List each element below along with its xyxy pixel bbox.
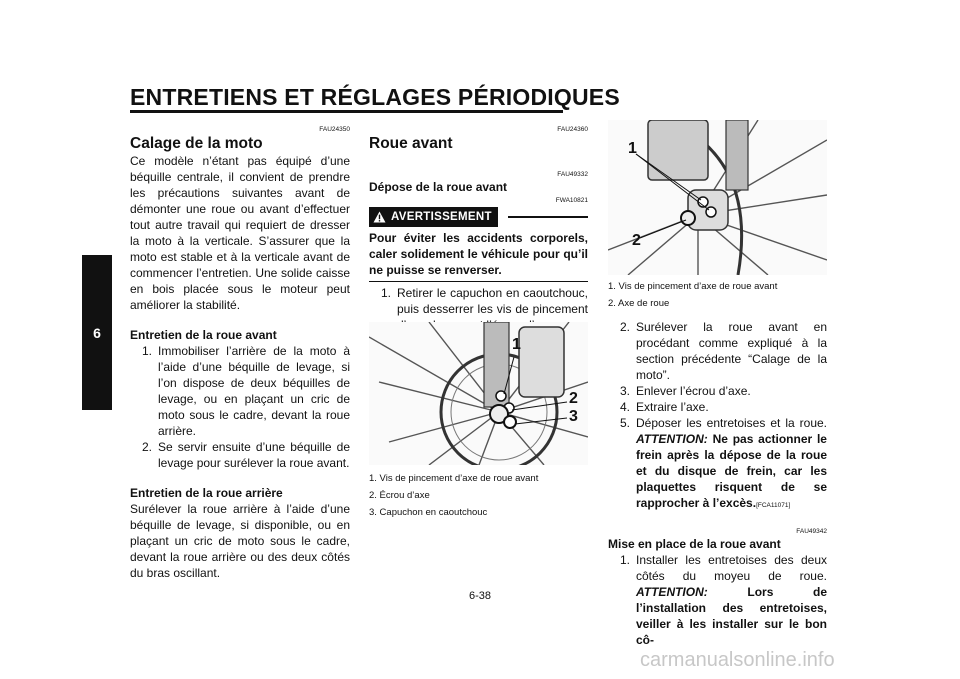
caption-line: 1. Vis de pincement d’axe de roue avant: [369, 473, 539, 484]
caption-line: 2. Écrou d’axe: [369, 490, 430, 501]
step-number: 2.: [142, 440, 153, 454]
front-wheel-photo-1: [369, 322, 588, 465]
figure-label-3: 3: [569, 408, 578, 425]
step-text: Installer les entretoises des deux côtés du moyeu de roue.: [636, 553, 827, 583]
subsection-heading: Dépose de la roue avant: [369, 180, 508, 194]
rear-maintenance-heading: Entretien de la roue arrière: [130, 486, 283, 500]
list-item: [620, 383, 827, 399]
warning-label-box: [369, 207, 498, 227]
attention-text: Ne pas actionner le frein après la dépose de la roue et du disque de frein, car les plaquettes risquent de se rapprocher à l’excès.: [636, 432, 827, 510]
list-item: [620, 415, 827, 514]
step-number: 2.: [620, 320, 631, 334]
list-item: [142, 439, 350, 471]
warning-banner-rule: [508, 216, 588, 218]
step-number: 1.: [620, 553, 631, 567]
caption-line: 3. Capuchon en caoutchouc: [369, 507, 488, 518]
caution-code: [FCA11071]: [756, 502, 791, 509]
step-number: 1.: [142, 344, 153, 358]
step-text: Immobiliser l’arrière de la moto à l’aide d’une béquille de levage, si l’on dispose de deux béquilles de levage, ou en plaçant un cric de moto sous le cadre, devant la roue arrière.: [158, 344, 350, 438]
step-text-group: [636, 552, 827, 648]
front-steps: [130, 343, 350, 471]
step-text: Surélever la roue avant en procédant comme expliqué à la section précédente “Calage de la moto”.: [636, 320, 827, 382]
warning-code: FWA10821: [555, 197, 588, 204]
wheel-illustration-1: [369, 322, 588, 465]
mounting-heading: Mise en place de la roue avant: [608, 537, 781, 551]
page-number: 6-38: [468, 590, 492, 602]
front-maintenance-heading: Entretien de la roue avant: [130, 328, 277, 342]
figure-captions-1: [369, 472, 588, 520]
warning-triangle-icon: [373, 211, 386, 223]
warning-text: Pour éviter les accidents corporels, caler solidement le véhicule pour qu’il ne puisse se renverser.: [369, 231, 588, 277]
step-number: 5.: [620, 416, 631, 430]
attention-text: Lors de l’installation des entretoises, veiller à les installer sur le bon cô-: [636, 585, 827, 647]
watermark: carmanualsonline.info: [640, 649, 835, 671]
section-title: Roue avant: [369, 135, 453, 152]
left-column: [130, 126, 350, 581]
attention-label: ATTENTION:: [636, 432, 708, 446]
figure-captions-2: [608, 280, 827, 311]
list-item: [620, 552, 827, 648]
step-text: Extraire l’axe.: [636, 400, 709, 414]
section-title: Calage de la moto: [130, 135, 263, 152]
intro-paragraph: Ce modèle n’étant pas équipé d’une béquille centrale, il convient de prendre les précautions suivantes avant de démonter une roue ou avant d’effectuer tout autre travail qui requiert de dresser la moto à la verticale. S’assurer que la moto est stable et à la verticale avant de commencer l’entretien. Une solide caisse en bois placée sous le moteur peut améliorer la stabilité.: [130, 154, 350, 312]
wheel-illustration-2: [608, 120, 827, 275]
right-column: [608, 280, 827, 648]
step-number: 3.: [620, 384, 631, 398]
figure-label-1: 1: [512, 336, 521, 353]
removal-steps-continued: [608, 319, 827, 514]
list-item: [620, 399, 827, 415]
step-text: Déposer les entretoises et la roue.: [636, 416, 827, 430]
step-text: Retirer le capuchon en caoutchouc, puis desserrer les vis de pincement: [397, 286, 588, 316]
warning-label: AVERTISSEMENT: [391, 211, 492, 223]
chapter-tab-number: 6: [93, 325, 101, 341]
step-text: Se servir ensuite d’une béquille de levage pour surélever la roue avant.: [158, 440, 350, 470]
rear-paragraph: Surélever la roue arrière à l’aide d’une béquille de levage, si disponible, ou en plaçant un cric de moto sous le cadre, devant la roue arrière ou des deux côtés du bras oscillant.: [130, 502, 350, 580]
step-text-group: [636, 415, 827, 514]
middle-column: [369, 126, 588, 333]
warning-end-rule: [369, 281, 588, 282]
mounting-steps: [608, 552, 827, 648]
caption-line: 1. Vis de pincement d’axe de roue avant: [608, 281, 778, 292]
figure-label-2: 2: [632, 232, 641, 249]
step-number: 1.: [381, 286, 392, 300]
page-header-title: ENTRETIENS ET RÉGLAGES PÉRIODIQUES: [130, 84, 620, 110]
figure-label-2: 2: [569, 390, 578, 407]
caption-line: 2. Axe de roue: [608, 298, 670, 309]
subsection-code: FAU49342: [796, 528, 827, 535]
attention-label: ATTENTION:: [636, 585, 708, 599]
step-text: Enlever l’écrou d’axe.: [636, 384, 751, 398]
header-rule: [130, 110, 563, 113]
warning-banner: [369, 207, 588, 227]
step-number: 4.: [620, 400, 631, 414]
list-item: [620, 319, 827, 383]
list-item: [142, 343, 350, 439]
front-wheel-photo-2: [608, 120, 827, 275]
section-code: FAU24360: [557, 126, 588, 133]
subsection-code: FAU49332: [557, 171, 588, 178]
section-code: FAU24350: [319, 126, 350, 133]
figure-label-1: 1: [628, 140, 637, 157]
